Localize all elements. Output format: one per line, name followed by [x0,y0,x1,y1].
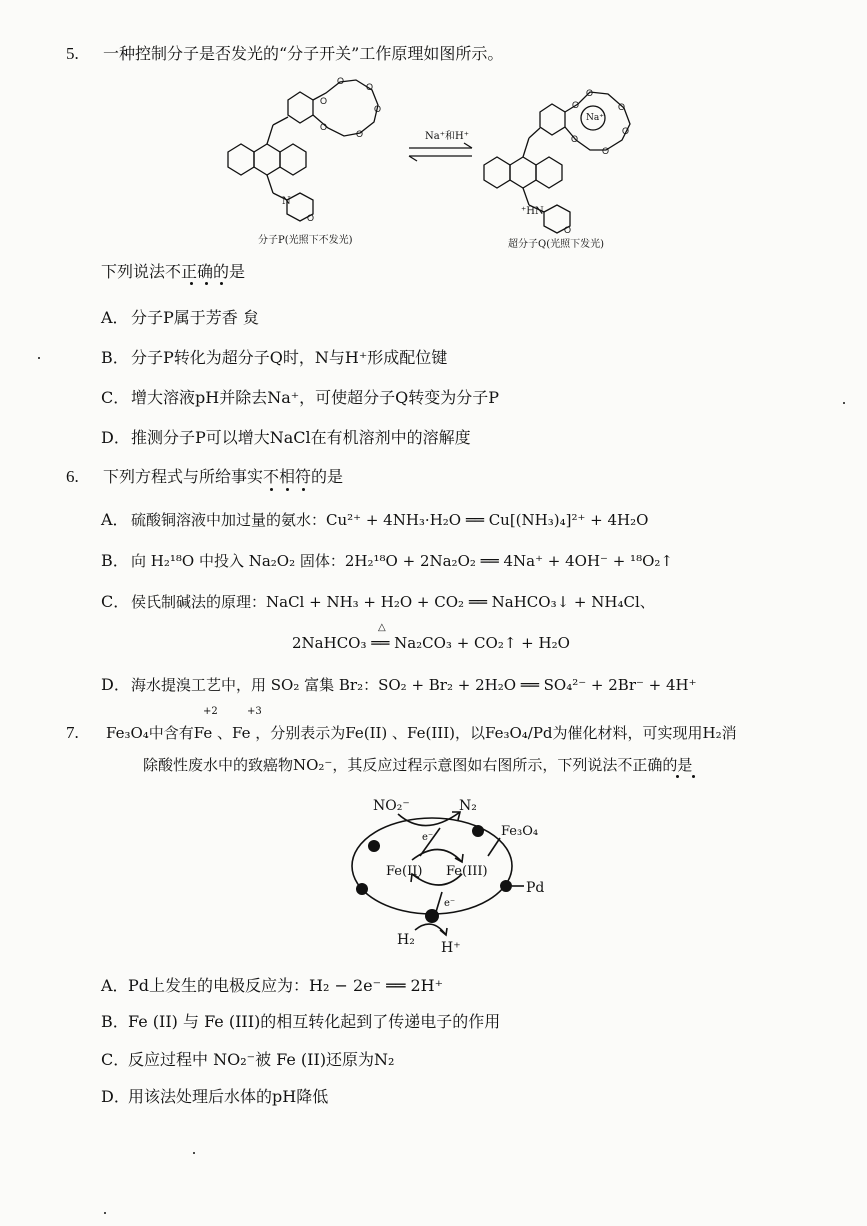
svg-text:O: O [571,134,579,144]
oxidation-state-plus3: +3 [247,706,262,717]
option-text: 2NaHCO₃ ══ Na₂CO₃ + CO₂↑ + H₂O [292,634,570,652]
option-text: 侯氏制碱法的原理：NaCl + NH₃ + H₂O + CO₂ ══ NaHCO₃↓ + NH₄Cl、 [131,593,655,611]
svg-text:O: O [356,129,364,139]
option-label: C． [101,388,130,407]
option-label: C． [101,592,130,611]
svg-text:O: O [572,100,580,110]
option-text: 增大溶液pH并除去Na⁺，可使超分子Q转变为分子P [131,388,500,407]
protonated-amine-label: ⁺HN [521,206,544,217]
hydrogen-label: H₂ [397,932,415,948]
scan-speck [843,402,845,404]
supramolecule-q-caption: 超分子Q(光照下发光) [508,239,605,250]
svg-text:O: O [564,225,572,235]
option-label: A． [101,976,129,995]
question-7-line2: 除酸性废水中的致癌物NO₂⁻，其反应过程示意图如右图所示，下列说法不正确的是 [143,756,693,774]
option-label: B． [101,348,129,367]
question-7-number: 7. [66,723,79,742]
option-label: A． [101,308,129,327]
question-6-stem: 下列方程式与所给事实不相符的是 [103,467,344,486]
option-label: A． [101,510,129,529]
sodium-ion-label: Na⁺ [586,113,604,123]
option-label: C． [101,1050,130,1069]
option-text: 向 H₂¹⁸O 中投入 Na₂O₂ 固体：2H₂¹⁸O + 2Na₂O₂ ══ 4Na⁺ + 4OH⁻ + ¹⁸O₂↑ [131,552,673,570]
option-label: D． [101,428,130,447]
morpholine-n-label: N [282,196,291,207]
option-text: 分子P转化为超分子Q时，N与H⁺形成配位键 [131,348,448,367]
svg-text:O: O [307,213,315,223]
svg-text:O: O [374,104,382,114]
option-text: 硫酸铜溶液中加过量的氨水：Cu²⁺ + 4NH₃·H₂O ══ Cu[(NH₃)₄]²⁺ + 4H₂O [131,511,649,529]
electron-label-top: e⁻ [422,832,434,843]
nitrogen-label: N₂ [459,798,477,814]
question-6-number: 6. [66,467,79,486]
magnetite-label: Fe₃O₄ [501,824,539,839]
question-7-line1: Fe₃O₄中含有Fe 、Fe ，分别表示为Fe(II) 、Fe(III)，以Fe₃O₄/Pd为催化材料，可实现用H₂消 [106,724,737,742]
svg-text:O: O [602,146,610,156]
option-label: D． [101,675,130,694]
option-text: Fe (II) 与 Fe (III)的相互转化起到了传递电子的作用 [128,1012,501,1031]
svg-text:O: O [366,82,374,92]
question-5-prompt: 下列说法不正确的是 [101,262,246,281]
svg-text:O: O [622,126,630,136]
svg-text:O: O [337,76,345,86]
iron-iii-label: Fe(III) [446,864,488,879]
option-text: 推测分子P可以增大NaCl在有机溶剂中的溶解度 [131,428,471,447]
option-label: D． [101,1087,130,1106]
option-text: 反应过程中 NO₂⁻被 Fe (II)还原为N₂ [128,1050,395,1069]
molecule-p-caption: 分子P(光照下不发光) [258,235,353,246]
svg-text:O: O [320,122,328,132]
palladium-label: Pd [526,880,545,896]
heating-condition: △ [378,622,386,633]
oxidation-state-plus2: +2 [203,706,218,717]
svg-text:O: O [320,96,328,106]
option-text: 分子P属于芳香 炱 [131,308,259,327]
option-text: Pd上发生的电极反应为：H₂ − 2e⁻ ══ 2H⁺ [128,976,444,995]
option-text: 海水提溴工艺中，用 SO₂ 富集 Br₂：SO₂ + Br₂ + 2H₂O ══ SO₄²⁻ + 2Br⁻ + 4H⁺ [131,676,697,694]
iron-ii-label: Fe(II) [386,864,423,879]
scan-speck [104,1212,106,1214]
electron-label-bottom: e⁻ [444,898,456,909]
option-label: B． [101,1012,129,1031]
scan-speck [38,357,40,359]
option-label: B． [101,551,129,570]
equilibrium-arrow-label: Na⁺和H⁺ [425,131,469,142]
svg-text:O: O [586,88,594,98]
option-text: 用该法处理后水体的pH降低 [128,1087,329,1106]
svg-text:O: O [618,102,626,112]
nitrite-label: NO₂⁻ [373,798,410,814]
proton-label: H⁺ [441,940,461,956]
scan-speck [193,1152,195,1154]
question-5-stem: 一种控制分子是否发光的“分子开关”工作原理如图所示。 [103,44,504,63]
question-5-number: 5. [66,44,79,63]
